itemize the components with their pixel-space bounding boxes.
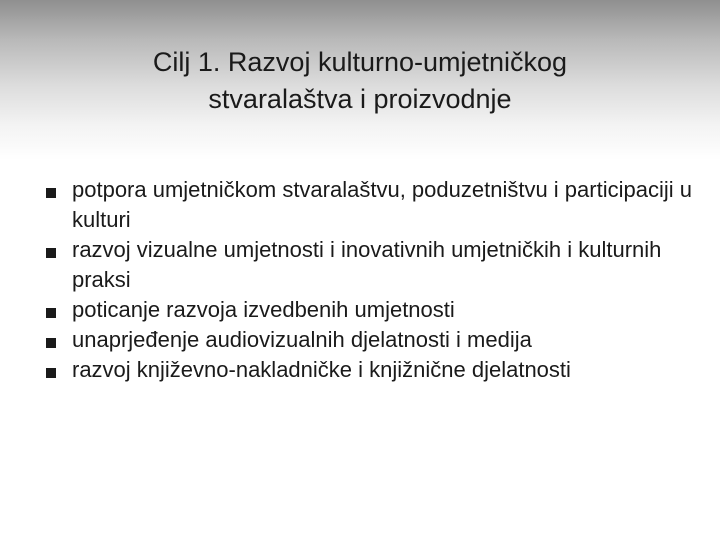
bullet-item	[46, 235, 696, 295]
bullet-text: unaprjeđenje audiovizualnih djelatnosti i medija	[72, 327, 532, 352]
slide-title	[40, 44, 680, 118]
bullet-text: poticanje razvoja izvedbenih umjetnosti	[72, 297, 455, 322]
bullet-item	[46, 175, 696, 235]
bullet-item	[46, 325, 696, 355]
square-bullet-icon	[46, 308, 56, 318]
slide-title-line-1: Cilj 1. Razvoj kulturno-umjetničkog	[152, 47, 568, 77]
square-bullet-icon	[46, 338, 56, 348]
bullet-item	[46, 295, 696, 325]
square-bullet-icon	[46, 188, 56, 198]
bullet-list	[46, 175, 696, 385]
slide-title-line-2: stvaralaštva i proizvodnje	[208, 84, 512, 114]
bullet-text: razvoj književno-nakladničke i knjižnične djelatnosti	[72, 357, 571, 382]
square-bullet-icon	[46, 368, 56, 378]
bullet-text: razvoj vizualne umjetnosti i inovativnih umjetničkih i kulturnih praksi	[72, 237, 662, 292]
square-bullet-icon	[46, 248, 56, 258]
bullet-text: potpora umjetničkom stvaralaštvu, poduzetništvu i participaciji u kulturi	[72, 177, 692, 232]
bullet-item	[46, 355, 696, 385]
